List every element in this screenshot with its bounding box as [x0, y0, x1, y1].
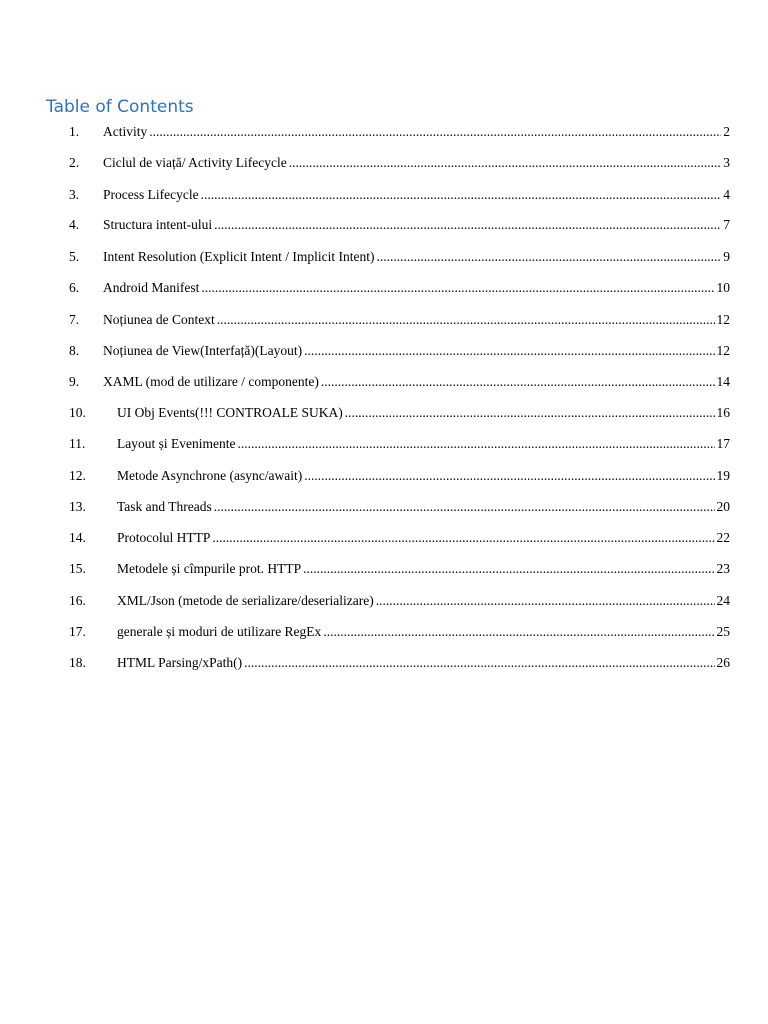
- toc-entry-xml-json[interactable]: [0, 591, 768, 611]
- toc-entry-page: 22: [716, 530, 730, 545]
- toc-entry-task-threads[interactable]: [0, 497, 768, 517]
- toc-entry-number: 13.: [69, 499, 86, 514]
- toc-entry-number: 4.: [69, 217, 80, 232]
- toc-entry-page: 19: [716, 468, 730, 483]
- toc-entry-title: Layout și Evenimente: [117, 436, 236, 451]
- toc-dot-leader: [376, 247, 721, 267]
- toc-entry-number: 15.: [69, 561, 86, 576]
- toc-entry-activity[interactable]: [0, 122, 768, 142]
- toc-entry-title: Task and Threads: [117, 499, 212, 514]
- toc-entry-number: 17.: [69, 624, 86, 639]
- toc-entry-number: 1.: [69, 124, 80, 139]
- toc-entry-activity-lifecycle[interactable]: [0, 153, 768, 173]
- toc-entry-line: [103, 185, 730, 205]
- toc-entry-title: Noțiunea de View(Interfață)(Layout): [103, 343, 303, 358]
- toc-entry-context[interactable]: [0, 310, 768, 330]
- toc-entry-page: 9: [723, 249, 730, 264]
- toc-entry-ui-obj-events[interactable]: [0, 403, 768, 423]
- toc-entry-title: Metodele și cîmpurile prot. HTTP: [117, 561, 302, 576]
- toc-entry-number: 9.: [69, 374, 80, 389]
- toc-entry-title: Activity: [103, 124, 148, 139]
- toc-entry-number: 7.: [69, 312, 80, 327]
- toc-entry-line: [103, 153, 730, 173]
- toc-dot-leader: [376, 591, 715, 611]
- toc-dot-leader: [149, 122, 721, 142]
- toc-dot-leader: [237, 434, 714, 454]
- toc-entry-page: 24: [716, 593, 730, 608]
- toc-entry-page: 10: [716, 280, 730, 295]
- toc-entry-title: Ciclul de viață/ Activity Lifecycle: [103, 155, 287, 170]
- toc-entry-title: generale și moduri de utilizare RegEx: [117, 624, 322, 639]
- toc-entry-page: 26: [716, 655, 730, 670]
- toc-entry-line: [117, 591, 730, 611]
- toc-dot-leader: [217, 310, 715, 330]
- toc-entry-number: 5.: [69, 249, 80, 264]
- toc-dot-leader: [323, 622, 714, 642]
- toc-entry-page: 12: [716, 312, 730, 327]
- toc-entry-number: 16.: [69, 593, 86, 608]
- toc-entry-line: [103, 247, 730, 267]
- toc-entry-html-parsing[interactable]: [0, 653, 768, 673]
- toc-entry-page: 17: [716, 436, 730, 451]
- toc-dot-leader: [201, 278, 714, 298]
- toc-entry-title: UI Obj Events(!!! CONTROALE SUKA): [117, 405, 343, 420]
- toc-entry-page: 16: [716, 405, 730, 420]
- toc-entry-number: 2.: [69, 155, 80, 170]
- toc-entry-title: HTML Parsing/xPath(): [117, 655, 243, 670]
- toc-entry-title: Metode Asynchrone (async/await): [117, 468, 303, 483]
- toc-entry-layout-events[interactable]: [0, 434, 768, 454]
- toc-entry-async-methods[interactable]: [0, 466, 768, 486]
- toc-entry-number: 14.: [69, 530, 86, 545]
- toc-entry-page: 20: [716, 499, 730, 514]
- toc-entry-line: [117, 497, 730, 517]
- toc-entry-http-methods-fields[interactable]: [0, 559, 768, 579]
- toc-dot-leader: [214, 215, 721, 235]
- toc-entry-number: 12.: [69, 468, 86, 483]
- toc-entry-line: [117, 653, 730, 673]
- toc-dot-leader: [303, 559, 714, 579]
- toc-entry-number: 6.: [69, 280, 80, 295]
- toc-entry-title: Android Manifest: [103, 280, 200, 295]
- toc-entry-line: [117, 622, 730, 642]
- toc-entry-page: 25: [716, 624, 730, 639]
- toc-entry-line: [103, 341, 730, 361]
- toc-dot-leader: [289, 153, 722, 173]
- toc-entry-number: 18.: [69, 655, 86, 670]
- toc-entry-title: XML/Json (metode de serializare/deserializare): [117, 593, 374, 608]
- toc-entry-xaml[interactable]: [0, 372, 768, 392]
- toc-entry-intent-structure[interactable]: [0, 215, 768, 235]
- toc-entry-line: [103, 215, 730, 235]
- toc-dot-leader: [304, 341, 714, 361]
- toc-heading: Table of Contents: [46, 97, 194, 117]
- toc-entry-line: [103, 310, 730, 330]
- toc-entry-line: [117, 528, 730, 548]
- toc-dot-leader: [214, 497, 715, 517]
- toc-entry-title: XAML (mod de utilizare / componente): [103, 374, 319, 389]
- toc-entry-line: [117, 466, 730, 486]
- toc-entry-title: Structura intent-ului: [103, 217, 213, 232]
- toc-entry-page: 14: [716, 374, 730, 389]
- toc-entry-title: Intent Resolution (Explicit Intent / Implicit Intent): [103, 249, 375, 264]
- toc-entry-page: 7: [723, 217, 730, 232]
- toc-dot-leader: [201, 185, 722, 205]
- toc-entry-line: [117, 403, 730, 423]
- toc-entry-number: 3.: [69, 187, 80, 202]
- toc-entry-line: [103, 122, 730, 142]
- toc-dot-leader: [244, 653, 714, 673]
- toc-entry-page: 4: [723, 187, 730, 202]
- toc-entry-number: 11.: [69, 436, 86, 451]
- toc-entry-title: Noțiunea de Context: [103, 312, 215, 327]
- toc-entry-page: 12: [716, 343, 730, 358]
- toc-entry-title: Process Lifecycle: [103, 187, 199, 202]
- toc-entry-intent-resolution[interactable]: [0, 247, 768, 267]
- toc-entry-line: [117, 559, 730, 579]
- toc-entry-page: 2: [723, 124, 730, 139]
- toc-entry-number: 10.: [69, 405, 86, 420]
- toc-entry-http-protocol[interactable]: [0, 528, 768, 548]
- toc-entry-process-lifecycle[interactable]: [0, 185, 768, 205]
- toc-entry-android-manifest[interactable]: [0, 278, 768, 298]
- toc-entry-view-layout[interactable]: [0, 341, 768, 361]
- toc-entry-number: 8.: [69, 343, 80, 358]
- toc-dot-leader: [304, 466, 714, 486]
- toc-dot-leader: [212, 528, 714, 548]
- toc-entry-regex[interactable]: [0, 622, 768, 642]
- toc-entry-line: [103, 372, 730, 392]
- toc-dot-leader: [321, 372, 715, 392]
- toc-entry-page: 23: [716, 561, 730, 576]
- toc-entry-title: Protocolul HTTP: [117, 530, 211, 545]
- toc-entry-line: [117, 434, 730, 454]
- toc-entry-line: [103, 278, 730, 298]
- toc-dot-leader: [345, 403, 715, 423]
- toc-entry-page: 3: [723, 155, 730, 170]
